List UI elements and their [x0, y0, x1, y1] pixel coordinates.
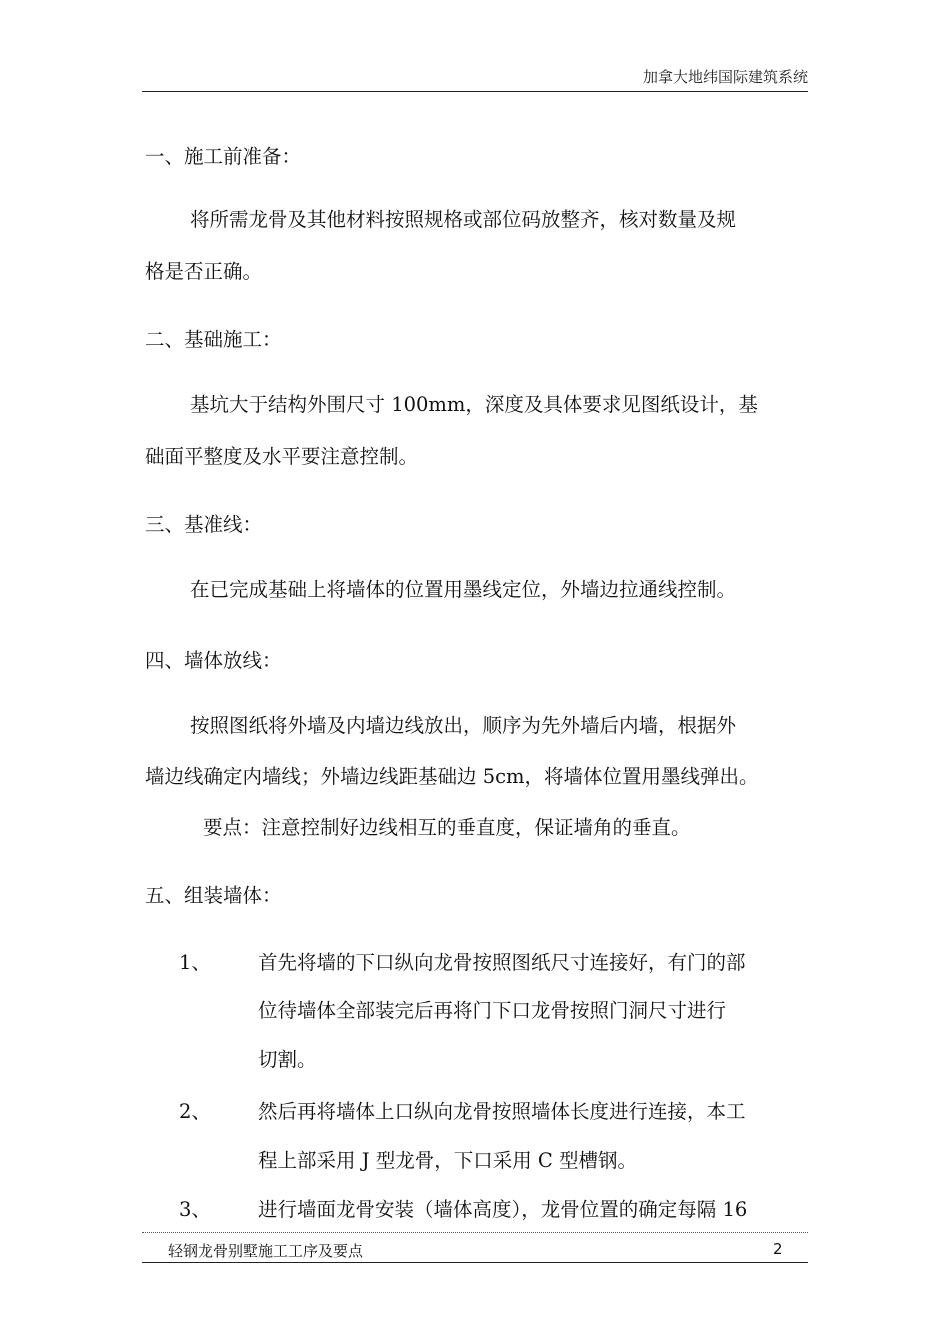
footer-dotted-divider: [142, 1232, 808, 1233]
section-1-paragraph-line-2: 格是否正确。: [145, 260, 263, 283]
list-item-2-line-2: 程上部采用 J 型龙骨，下口采用 C 型槽钢。: [258, 1149, 638, 1172]
section-3-paragraph-line-1: 在已完成基础上将墙体的位置用墨线定位，外墙边拉通线控制。: [190, 578, 737, 601]
section-2-paragraph-line-2: 础面平整度及水平要注意控制。: [145, 445, 419, 468]
section-2-title: 二、基础施工：: [145, 328, 282, 351]
footer-divider: [142, 1262, 808, 1263]
footer-page-number: 2: [773, 1240, 783, 1258]
footer-document-title: 轻钢龙骨别墅施工工序及要点: [168, 1242, 364, 1260]
section-4-key-point: 要点：注意控制好边线相互的垂直度，保证墙角的垂直。: [203, 816, 691, 839]
list-item-3-line-1: 进行墙面龙骨安装（墙体高度），龙骨位置的确定每隔 16: [258, 1198, 748, 1221]
section-4-title: 四、墙体放线：: [145, 649, 282, 672]
header-company-name: 加拿大地纬国际建筑系统: [642, 68, 808, 86]
section-4-paragraph-line-2: 墙边线确定内墙线；外墙边线距基础边 5cm，将墙体位置用墨线弹出。: [145, 765, 759, 788]
list-item-1-line-3: 切割。: [258, 1048, 317, 1071]
list-item-2-line-1: 然后再将墙体上口纵向龙骨按照墙体长度进行连接，本工: [258, 1100, 746, 1123]
section-3-title: 三、基准线：: [145, 513, 263, 536]
section-5-title: 五、组装墙体：: [145, 884, 282, 907]
list-item-1-number: 1、: [179, 951, 211, 974]
section-1-title: 一、施工前准备：: [145, 145, 302, 168]
section-1-paragraph-line-1: 将所需龙骨及其他材料按照规格或部位码放整齐，核对数量及规: [190, 208, 737, 231]
header-divider: [142, 91, 808, 92]
list-item-2-number: 2、: [179, 1100, 211, 1123]
list-item-1-line-1: 首先将墙的下口纵向龙骨按照图纸尺寸连接好，有门的部: [258, 951, 746, 974]
list-item-1-line-2: 位待墙体全部装完后再将门下口龙骨按照门洞尺寸进行: [258, 999, 727, 1022]
section-2-paragraph-line-1: 基坑大于结构外围尺寸 100mm，深度及具体要求见图纸设计，基: [190, 393, 758, 416]
list-item-3-number: 3、: [179, 1198, 211, 1221]
section-4-paragraph-line-1: 按照图纸将外墙及内墙边线放出，顺序为先外墙后内墙，根据外: [190, 714, 737, 737]
